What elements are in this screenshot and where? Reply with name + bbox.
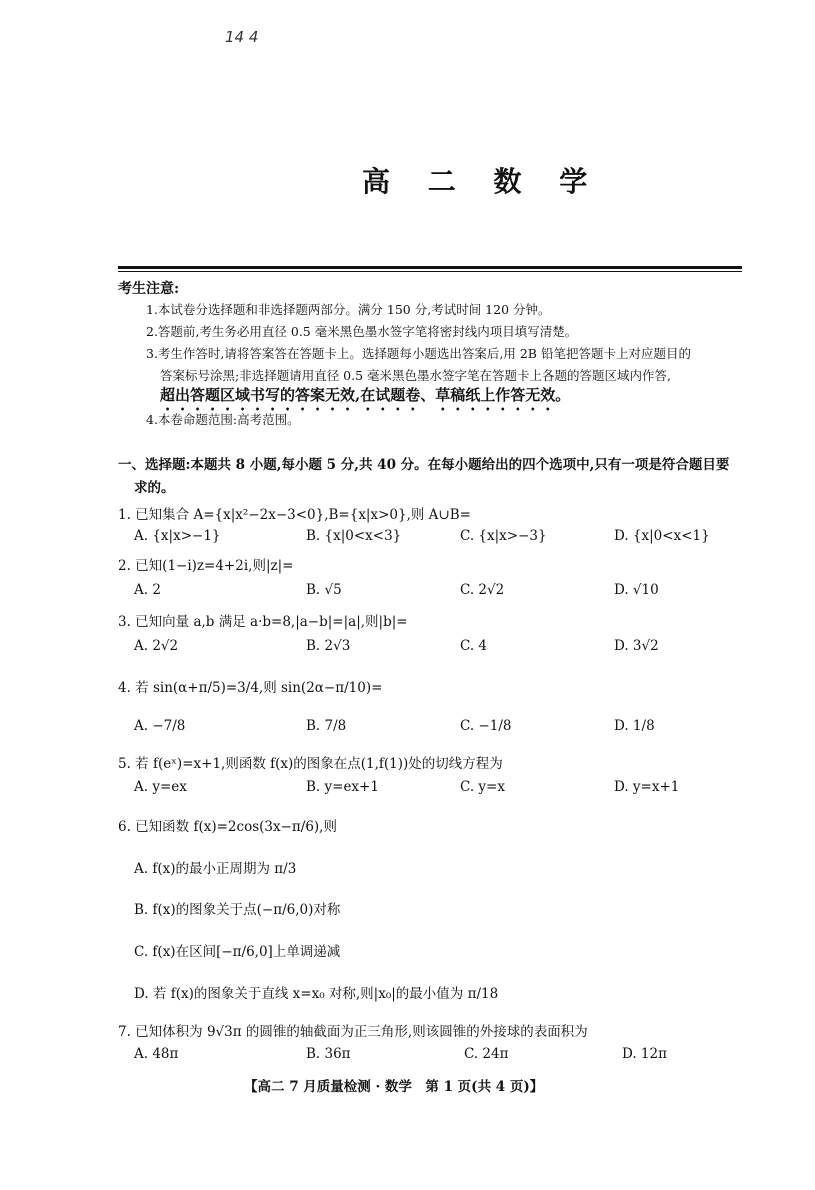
page-footer: 【高二 7 月质量检测 · 数学 第 1 页(共 4 页)】 [244, 1079, 544, 1095]
question-5-option-c: C. y=x [460, 779, 505, 795]
question-5-option-a: A. y=ex [134, 779, 187, 795]
section-heading: 一、选择题:本题共 8 小题,每小题 5 分,共 40 分。在每小题给出的四个选项中,只有一项是符合题目要 [118, 457, 730, 473]
question-7-option-a: A. 48π [134, 1046, 179, 1062]
question-6-option-a: A. f(x)的最小正周期为 π/3 [134, 861, 297, 877]
question-2-option-d: D. √10 [614, 582, 659, 598]
question-6-option-b: B. f(x)的图象关于点(−π/6,0)对称 [134, 902, 341, 918]
question-3-option-b: B. 2√3 [306, 638, 351, 654]
question-7-option-b: B. 36π [306, 1046, 351, 1062]
question-1-stem: 1. 已知集合 A={x|x²−2x−3<0},B={x|x>0},则 A∪B= [118, 507, 471, 523]
question-2-option-a: A. 2 [134, 582, 161, 598]
question-3-option-d: D. 3√2 [614, 638, 659, 654]
question-6-option-d: D. 若 f(x)的图象关于直线 x=x₀ 对称,则|x₀|的最小值为 π/18 [134, 986, 499, 1002]
question-2-stem: 2. 已知(1−i)z=4+2i,则|z|= [118, 558, 294, 574]
question-1-option-d: D. {x|0<x<1} [614, 528, 710, 544]
header-rule-thin [118, 271, 742, 272]
question-4-option-a: A. −7/8 [134, 718, 186, 734]
section-heading-cont: 求的。 [134, 480, 175, 496]
question-7-stem: 7. 已知体积为 9√3π 的圆锥的轴截面为正三角形,则该圆锥的外接球的表面积为 [118, 1024, 588, 1040]
question-4-stem: 4. 若 sin(α+π/5)=3/4,则 sin(2α−π/10)= [118, 680, 383, 696]
notice-item-3-emphasis: 超出答题区域书写的答案无效,在试题卷、草稿纸上作答无效。 [160, 386, 571, 404]
question-6-stem: 6. 已知函数 f(x)=2cos(3x−π/6),则 [118, 819, 337, 835]
notice-heading: 考生注意: [118, 281, 180, 297]
question-3-option-a: A. 2√2 [134, 638, 179, 654]
notice-item-1: 1.本试卷分选择题和非选择题两部分。满分 150 分,考试时间 120 分钟。 [146, 302, 551, 317]
question-7-option-c: C. 24π [464, 1046, 509, 1062]
question-5-stem: 5. 若 f(eˣ)=x+1,则函数 f(x)的图象在点(1,f(1))处的切线方程为 [118, 756, 503, 772]
question-3-option-c: C. 4 [460, 638, 488, 654]
handwritten-mark: 14 4 [225, 28, 259, 46]
header-rule-thick [118, 266, 742, 269]
question-5-option-b: B. y=ex+1 [306, 779, 379, 795]
page-title: 高 二 数 学 [362, 165, 602, 198]
notice-item-4: 4.本卷命题范围:高考范围。 [146, 412, 300, 427]
question-1-option-a: A. {x|x>−1} [134, 528, 221, 544]
question-2-option-c: C. 2√2 [460, 582, 505, 598]
notice-item-3: 3.考生作答时,请将答案答在答题卡上。选择题每小题选出答案后,用 2B 铅笔把答题卡上对应题目的 [146, 346, 691, 361]
question-3-stem: 3. 已知向量 a,b 满足 a·b=8,|a−b|=|a|,则|b|= [118, 614, 408, 630]
question-6-option-c: C. f(x)在区间[−π/6,0]上单调递减 [134, 944, 341, 960]
question-5-option-d: D. y=x+1 [614, 779, 680, 795]
question-1-option-c: C. {x|x>−3} [460, 528, 547, 544]
notice-item-3-cont: 答案标号涂黑;非选择题请用直径 0.5 毫米黑色墨水签字笔在答题卡上各题的答题区域内作答, [160, 368, 672, 383]
question-4-option-d: D. 1/8 [614, 718, 655, 734]
question-1-option-b: B. {x|0<x<3} [306, 528, 402, 544]
notice-item-2: 2.答题前,考生务必用直径 0.5 毫米黑色墨水签字笔将密封线内项目填写清楚。 [146, 324, 578, 339]
question-2-option-b: B. √5 [306, 582, 342, 598]
question-7-option-d: D. 12π [622, 1046, 667, 1062]
question-4-option-b: B. 7/8 [306, 718, 347, 734]
question-4-option-c: C. −1/8 [460, 718, 512, 734]
